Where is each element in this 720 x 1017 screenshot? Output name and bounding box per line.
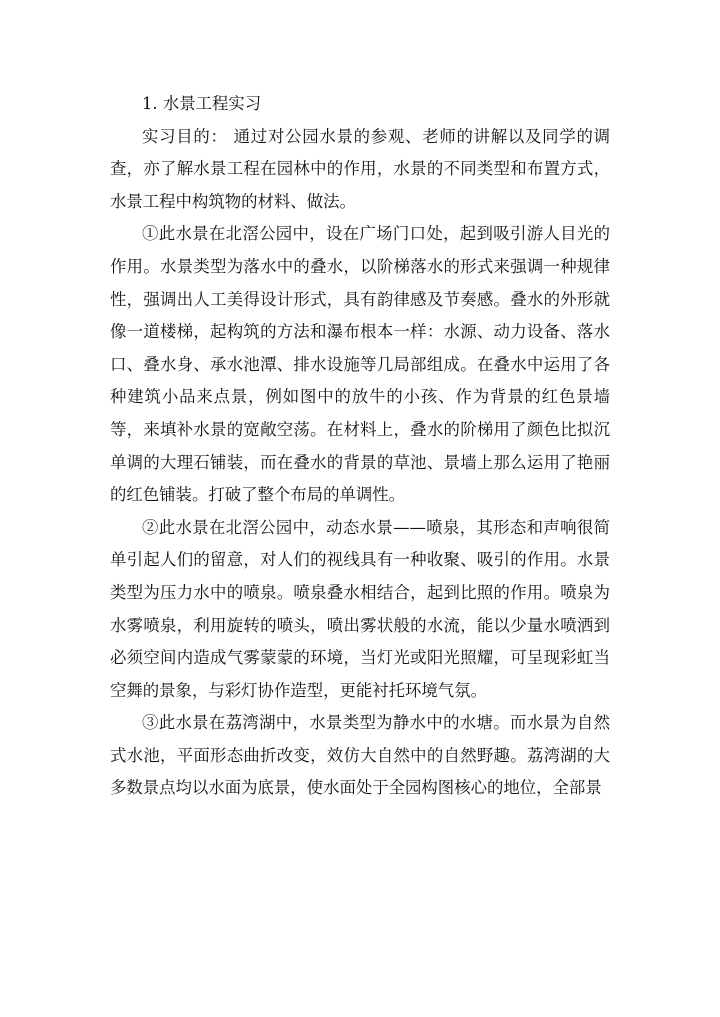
- document-body: [110, 88, 610, 805]
- paragraph-liwan-lake: ③此水景在荔湾湖中，水景类型为静水中的水塘。而水景为自然式水池，平面形态曲折改变，效仿大自然中的自然野趣。荔湾湖的大多数景点均以水面为底景，使水面处于全园构图核心的地位，全部景: [110, 713, 610, 798]
- paragraph-beijiao-fountain: ②此水景在北滘公园中，动态水景——喷泉，其形态和声响很简单引起人们的留意，对人们的视线具有一种收聚、吸引的作用。水景类型为压力水中的喷泉。喷泉叠水相结合，起到比照的作用。喷泉为水雾喷泉，利用旋转的喷头，喷出雾状般的水流，能以少量水喷洒到必须空间内造成气雾蒙蒙的环境，当灯光或阳光照耀，可呈现彩虹当空舞的景象，与彩灯协作造型，更能衬托环境气氛。: [110, 517, 610, 700]
- paragraph-beijiao-cascade: ①此水景在北滘公园中，设在广场门口处，起到吸引游人目光的作用。水景类型为落水中的叠水，以阶梯落水的形式来强调一种规律性，强调出人工美得设计形式，具有韵律感及节奏感。叠水的外形就像一道楼梯，起构筑的方法和瀑布根本一样：水源、动力设备、落水口、叠水身、承水池潭、排水设施等几局部组成。在叠水中运用了各种建筑小品来点景，例如图中的放牛的小孩、作为背景的红色景墙等，来填补水景的宽敞空荡。在材料上，叠水的阶梯用了颜色比拟沉单调的大理石铺装，而在叠水的背景的草池、景墙上那么运用了艳丽的红色铺装。打破了整个布局的单调性。: [110, 224, 610, 505]
- section-heading: 1. 水景工程实习: [142, 94, 262, 113]
- paragraph-purpose: 实习目的： 通过对公园水景的参观、老师的讲解以及同学的调查，亦了解水景工程在园林中的作用，水景的不同类型和布置方式，水景工程中构筑物的材料、做法。: [110, 126, 610, 211]
